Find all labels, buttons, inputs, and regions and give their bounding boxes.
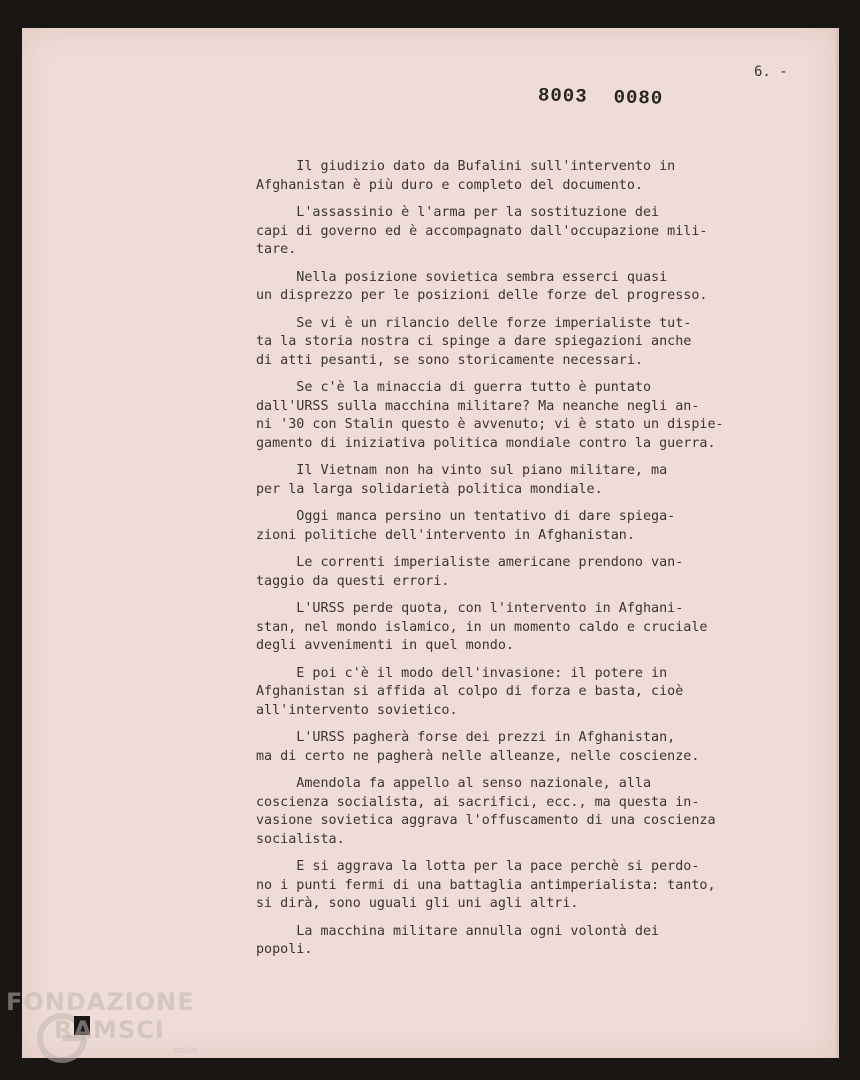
paragraph: L'URSS perde quota, con l'intervento in Afghani- stan, nel mondo islamico, in un momento caldo e cruciale degli avvenimenti in quel mondo.	[256, 601, 708, 653]
paragraph: Nella posizione sovietica sembra esserci quasi un disprezzo per le posizioni delle forze del progresso.	[256, 269, 708, 303]
stamp-number-1: 8003	[537, 84, 588, 108]
paragraph: La macchina militare annulla ogni volontà dei popoli.	[256, 923, 660, 957]
archive-stamp	[538, 84, 664, 109]
paragraph: Amendola fa appello al senso nazionale, alla coscienza socialista, ai sacrifici, ecc., ma questa in- vasione sovietica aggrava l'offuscamento di una coscienza socialista.	[256, 776, 716, 847]
document-body	[256, 158, 816, 969]
paragraph: Se c'è la minaccia di guerra tutto è puntato dall'URSS sulla macchina militare? Ma neanche negli an- ni '30 con Stalin questo è avvenuto; vi è stato un dispie- gamento di iniziativa politica mondiale contro la guerra.	[256, 380, 724, 451]
fondazione-gramsci-watermark	[0, 988, 215, 1068]
paragraph: E poi c'è il modo dell'invasione: il potere in Afghanistan si affida al colpo di forza e basta, cioè all'intervento sovietico.	[256, 665, 684, 718]
stamp-number-2: 0080	[613, 86, 664, 110]
watermark-line-2: RAMSCI	[54, 1016, 165, 1044]
paragraph: Se vi è un rilancio delle forze imperialiste tut- ta la storia nostra ci spinge a dare spiegazioni anche di atti pesanti, se sono storicamente necessari.	[256, 315, 692, 368]
paragraph: L'assassinio è l'arma per la sostituzione dei capi di governo ed è accompagnato dall'occupazione mili- tare.	[256, 205, 708, 257]
page-number: 6. -	[754, 64, 788, 80]
paragraph: L'URSS pagherà forse dei prezzi in Afghanistan, ma di certo ne pagherà nelle alleanze, nelle coscienze.	[256, 730, 700, 764]
watermark-line-1: FONDAZIONE	[6, 988, 195, 1016]
watermark-suffix: onlus	[174, 1046, 199, 1056]
paragraph: Le correnti imperialiste americane prendono van- taggio da questi errori.	[256, 555, 684, 589]
paragraph: Oggi manca persino un tentativo di dare spiega- zioni politiche dell'intervento in Afghanistan.	[256, 509, 676, 543]
paragraph: Il Vietnam non ha vinto sul piano militare, ma per la larga solidarietà politica mondiale.	[256, 463, 668, 497]
paragraph: E si aggrava la lotta per la pace perchè si perdo- no i punti fermi di una battaglia antimperialista: tanto, si dirà, sono uguali gli uni agli altri.	[256, 859, 716, 911]
paragraph: Il giudizio dato da Bufalini sull'intervento in Afghanistan è più duro e completo del documento.	[256, 159, 676, 193]
